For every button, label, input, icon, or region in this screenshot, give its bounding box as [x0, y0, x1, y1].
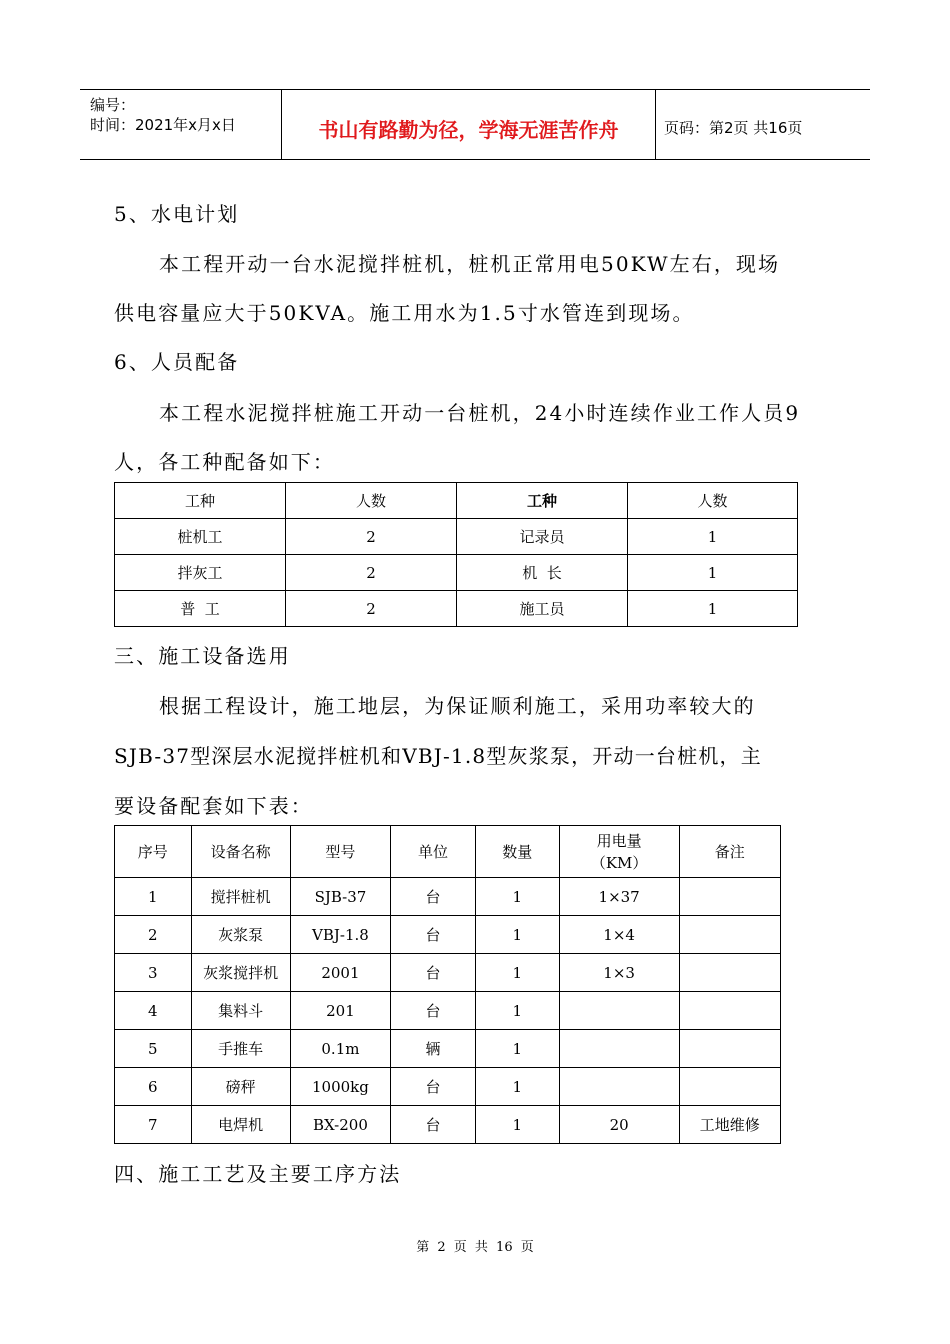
section-3-heading: 三、施工设备选用 [114, 644, 291, 668]
table-cell: 2 [115, 916, 192, 954]
table-cell: 普 工 [115, 591, 286, 627]
table-cell: 拌灰工 [115, 555, 286, 591]
table-header-cell [559, 826, 679, 878]
table-cell: 1 [628, 519, 798, 555]
table-header-row [115, 483, 798, 519]
table-cell: 1 [115, 878, 192, 916]
table-cell: 手推车 [191, 1030, 290, 1068]
table-cell: 6 [115, 1068, 192, 1106]
table-row [115, 1030, 781, 1068]
table-row [115, 1106, 781, 1144]
section-6-line-1: 本工程水泥搅拌桩施工开动一台桩机，24小时连续作业工作人员9 [159, 401, 801, 425]
table-header-cell: 单位 [391, 826, 476, 878]
table-header-cell: 人数 [628, 483, 798, 519]
table-cell: 灰浆泵 [191, 916, 290, 954]
table-cell: 集料斗 [191, 992, 290, 1030]
section-5-line-2: 供电容量应大于50KVA。施工用水为1.5寸水管连到现场。 [114, 301, 695, 325]
table-header-cell: 备注 [679, 826, 780, 878]
table-header-row [115, 826, 781, 878]
table-cell: 5 [115, 1030, 192, 1068]
doc-number-label: 编号： [90, 96, 136, 114]
table-cell: 1×4 [559, 916, 679, 954]
equipment-table [114, 825, 781, 1144]
table-cell: 1 [628, 591, 798, 627]
table-cell: 工地维修 [679, 1106, 780, 1144]
table-cell: 磅秤 [191, 1068, 290, 1106]
table-cell [679, 992, 780, 1030]
table-cell: 搅拌桩机 [191, 878, 290, 916]
header-motto-cell [281, 90, 656, 159]
table-cell: 台 [391, 954, 476, 992]
table-cell: 201 [290, 992, 390, 1030]
table-cell: 1000kg [290, 1068, 390, 1106]
table-cell: 台 [391, 1106, 476, 1144]
table-header-cell: 序号 [115, 826, 192, 878]
section-5-heading: 5、水电计划 [114, 202, 240, 226]
table-cell: 1×37 [559, 878, 679, 916]
table-cell: 1 [475, 916, 559, 954]
power-header-label: 用电量 [596, 831, 642, 850]
table-cell: 1 [475, 878, 559, 916]
table-cell [679, 916, 780, 954]
table-cell [679, 1030, 780, 1068]
table-cell: 机 长 [457, 555, 628, 591]
table-cell: BX-200 [290, 1106, 390, 1144]
section-3-line-2: SJB-37型深层水泥搅拌桩机和VBJ-1.8型灰浆泵，开动一台桩机，主 [114, 744, 762, 768]
table-cell: 1 [628, 555, 798, 591]
table-cell: 辆 [391, 1030, 476, 1068]
table-row [115, 591, 798, 627]
section-3-line-1: 根据工程设计，施工地层，为保证顺利施工，采用功率较大的 [159, 694, 756, 718]
table-cell: 1 [475, 1106, 559, 1144]
header-motto: 书山有路勤为径，学海无涯苦作舟 [318, 118, 619, 142]
doc-date-label: 时间：2021年x月x日 [90, 116, 236, 134]
staff-table [114, 482, 798, 627]
table-row [115, 916, 781, 954]
table-cell: 4 [115, 992, 192, 1030]
table-cell: 0.1m [290, 1030, 390, 1068]
table-cell: VBJ-1.8 [290, 916, 390, 954]
table-cell: 台 [391, 878, 476, 916]
table-cell: 台 [391, 992, 476, 1030]
section-6-line-2: 人，各工种配备如下： [114, 450, 335, 474]
table-cell: 7 [115, 1106, 192, 1144]
table-cell: 2 [286, 555, 457, 591]
table-cell: 桩机工 [115, 519, 286, 555]
table-header-cell: 设备名称 [191, 826, 290, 878]
table-cell: 记录员 [457, 519, 628, 555]
table-cell: 20 [559, 1106, 679, 1144]
table-cell [679, 878, 780, 916]
table-row [115, 954, 781, 992]
table-row [115, 878, 781, 916]
table-cell: 台 [391, 916, 476, 954]
table-cell: 2001 [290, 954, 390, 992]
page-footer: 第 2 页 共 16 页 [416, 1240, 534, 1255]
table-header-cell: 数量 [475, 826, 559, 878]
table-cell: 2 [286, 591, 457, 627]
table-cell [559, 1030, 679, 1068]
table-cell: 1 [475, 992, 559, 1030]
table-row [115, 992, 781, 1030]
page-header [80, 89, 870, 160]
power-header-unit: （KM） [590, 853, 648, 872]
section-5-line-1: 本工程开动一台水泥搅拌桩机，桩机正常用电50KW左右，现场 [159, 252, 781, 276]
header-meta [80, 90, 281, 159]
table-cell: SJB-37 [290, 878, 390, 916]
table-header-cell: 工种 [115, 483, 286, 519]
header-page-cell [655, 90, 870, 159]
table-cell [679, 954, 780, 992]
table-cell: 2 [286, 519, 457, 555]
table-cell [679, 1068, 780, 1106]
table-header-cell: 人数 [286, 483, 457, 519]
table-cell [559, 992, 679, 1030]
table-cell: 1×3 [559, 954, 679, 992]
table-row [115, 555, 798, 591]
table-header-cell: 型号 [290, 826, 390, 878]
table-cell: 1 [475, 1068, 559, 1106]
table-cell: 1 [475, 1030, 559, 1068]
table-cell: 施工员 [457, 591, 628, 627]
header-page-number: 页码：第2页 共16页 [664, 119, 803, 137]
table-cell: 灰浆搅拌机 [191, 954, 290, 992]
table-cell: 1 [475, 954, 559, 992]
section-4-heading: 四、施工工艺及主要工序方法 [114, 1162, 402, 1186]
table-row [115, 1068, 781, 1106]
section-6-heading: 6、人员配备 [114, 350, 240, 374]
table-cell: 台 [391, 1068, 476, 1106]
table-cell: 电焊机 [191, 1106, 290, 1144]
table-header-cell: 工种 [457, 483, 628, 519]
table-cell: 3 [115, 954, 192, 992]
section-3-line-3: 要设备配套如下表： [114, 794, 313, 818]
table-cell [559, 1068, 679, 1106]
table-row [115, 519, 798, 555]
